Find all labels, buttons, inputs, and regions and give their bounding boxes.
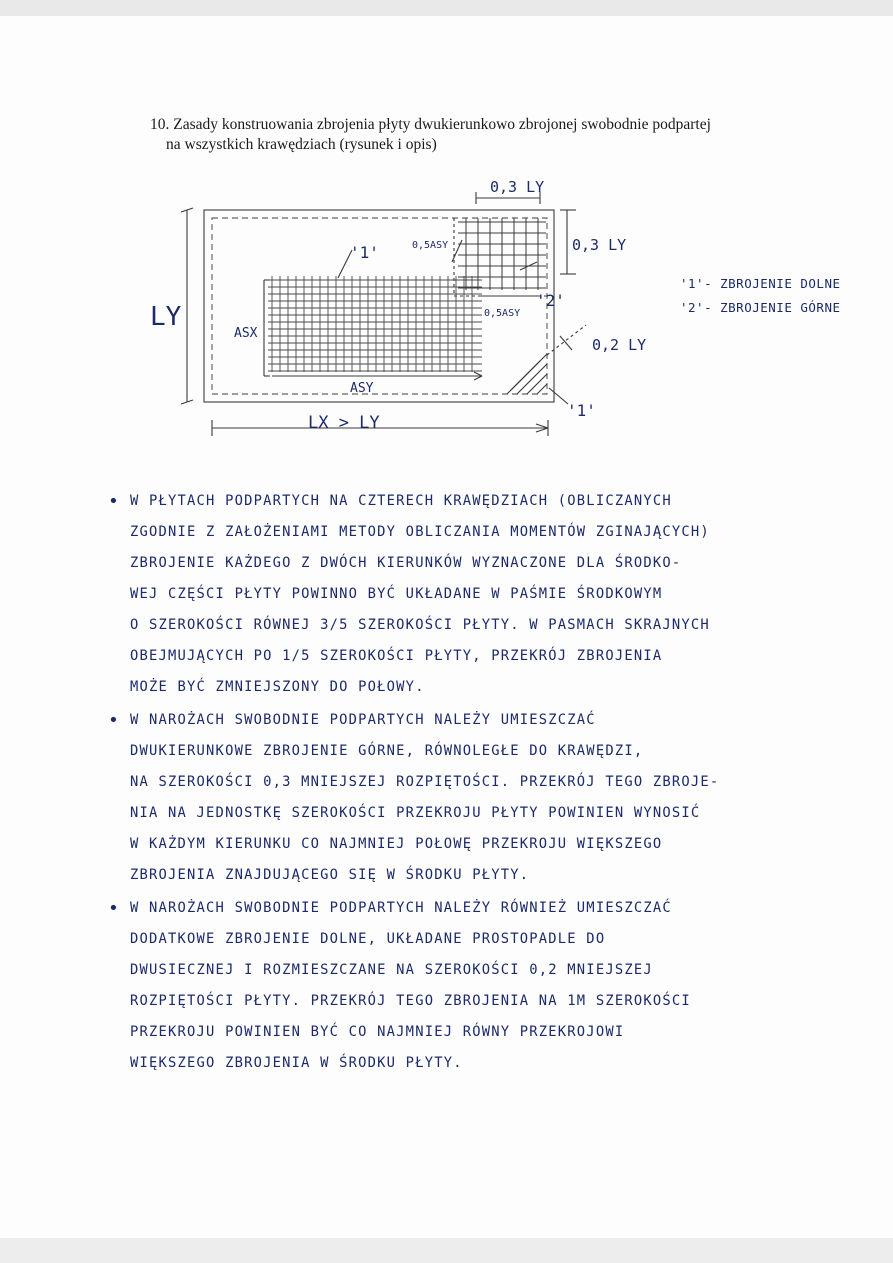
- text-line: O SZEROKOŚCI RÓWNEJ 3/5 SZEROKOŚCI PŁYTY. W PASMACH SKRAJNYCH: [130, 617, 710, 633]
- bottom-mesh: [268, 276, 482, 372]
- paragraph-3: [108, 893, 878, 1079]
- label-dim-right: 0,3 ly: [572, 236, 627, 254]
- text-line: W KAŻDYM KIERUNKU CO NAJMNIEJ POŁOWĘ PRZEKROJU WIĘKSZEGO: [130, 836, 663, 852]
- text-line: W NAROŻACH SWOBODNIE PODPARTYCH NALEŻY RÓWNIEŻ UMIESZCZAĆ: [130, 900, 672, 916]
- text-line: OBEJMUJĄCYCH PO 1/5 SZEROKOŚCI PŁYTY, PRZEKRÓJ ZBROJENIA: [130, 648, 663, 664]
- slab-reinforcement-figure: [0, 0, 893, 470]
- legend-item-1: '1'- ZBROJENIE DOLNE: [680, 276, 841, 291]
- text-line: ROZPIĘTOŚCI PŁYTY. PRZEKRÓJ TEGO ZBROJENIA NA 1M SZEROKOŚCI: [130, 993, 691, 1009]
- bullet-icon: •: [108, 710, 119, 731]
- text-line: ZBROJENIA ZNAJDUJĄCEGO SIĘ W ŚRODKU PŁYTY.: [130, 867, 530, 883]
- label-ly-left: ly: [150, 302, 182, 332]
- question-line-2: na wszystkich krawędziach (rysunek i opis): [166, 136, 437, 153]
- label-2-top-mesh: '2': [536, 291, 565, 310]
- text-line: MOŻE BYĆ ZMNIEJSZONY DO POŁOWY.: [130, 679, 425, 695]
- paragraph-2: [108, 705, 878, 891]
- text-line: WEJ CZĘŚCI PŁYTY POWINNO BYĆ UKŁADANE W PAŚMIE ŚRODKOWYM: [130, 586, 663, 602]
- paragraph-1: [108, 486, 878, 703]
- scan-bottom-edge: [0, 1238, 893, 1263]
- label-lx-ly: Lx > Ly: [308, 413, 380, 433]
- label-1-corner: '1': [567, 401, 596, 420]
- text-line: WIĘKSZEGO ZBROJENIA W ŚRODKU PŁYTY.: [130, 1055, 463, 1071]
- text-line: DWUSIECZNEJ I ROZMIESZCZANE NA SZEROKOŚCI 0,2 MNIEJSZEJ: [130, 962, 653, 978]
- label-05asy-top: 0,5Asy: [412, 240, 449, 251]
- text-line: ZGODNIE Z ZAŁOŻENIAMI METODY OBLICZANIA MOMENTÓW ZGINAJĄCYCH): [130, 524, 710, 540]
- bullet-icon: •: [108, 491, 119, 512]
- text-line: ZBROJENIE KAŻDEGO Z DWÓCH KIERUNKÓW WYZNACZONE DLA ŚRODKO-: [130, 555, 682, 571]
- question-line-1: 10. Zasady konstruowania zbrojenia płyty dwukierunkowo zbrojonej swobodnie podpartej: [150, 116, 711, 133]
- label-asx: Asx: [234, 326, 258, 341]
- label-dim-diag: 0,2 ly: [592, 336, 647, 354]
- label-1-bottom-mesh: '1': [350, 243, 379, 262]
- text-line: NIA NA JEDNOSTKĘ SZEROKOŚCI PRZEKROJU PŁYTY POWINIEN WYNOSIĆ: [130, 805, 701, 821]
- label-dim-top: 0,3 ly: [490, 178, 545, 196]
- text-line: PRZEKROJU POWINIEN BYĆ CO NAJMNIEJ RÓWNY PRZEKROJOWI: [130, 1024, 625, 1040]
- text-line: W NAROŻACH SWOBODNIE PODPARTYCH NALEŻY UMIESZCZAĆ: [130, 712, 596, 728]
- text-line: DWUKIERUNKOWE ZBROJENIE GÓRNE, RÓWNOLEGŁE DO KRAWĘDZI,: [130, 743, 644, 759]
- top-corner-mesh: [458, 218, 546, 290]
- text-line: NA SZEROKOŚCI 0,3 MNIEJSZEJ ROZPIĘTOŚCI. PRZEKRÓJ TEGO ZBROJE-: [130, 774, 720, 790]
- label-asy: Asy: [350, 381, 374, 396]
- legend-item-2: '2'- ZBROJENIE GÓRNE: [680, 300, 841, 315]
- answer-text: [108, 486, 878, 1081]
- text-line: W PŁYTACH PODPARTYCH NA CZTERECH KRAWĘDZIACH (OBLICZANYCH: [130, 493, 672, 509]
- text-line: DODATKOWE ZBROJENIE DOLNE, UKŁADANE PROSTOPADLE DO: [130, 931, 606, 947]
- label-05asy-mid: 0,5Asy: [484, 308, 521, 319]
- bullet-icon: •: [108, 898, 119, 919]
